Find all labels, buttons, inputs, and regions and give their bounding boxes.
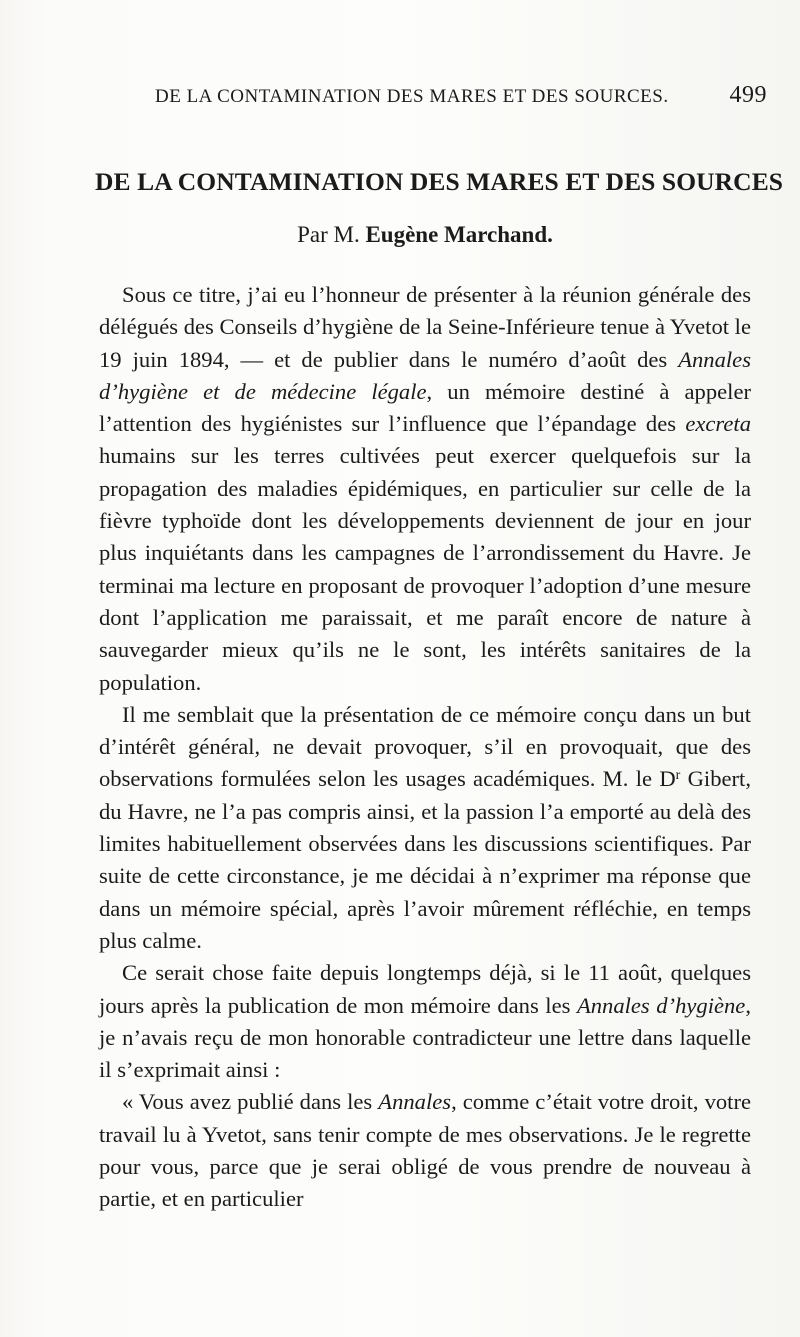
italic-run: excreta [685,411,751,437]
paragraph-2 [99,699,751,957]
italic-run: Annales d’hygiène [576,992,746,1018]
text-run: , je n’avais reçu de mon honorable contradicteur une lettre dans laquelle il s’exprimait ainsi : [99,992,751,1083]
article-body [99,279,751,1216]
italic-run: Annales [378,1089,452,1115]
running-head [155,82,767,116]
article-title: DE LA CONTAMINATION DES MARES ET DES SOURCES [95,167,784,196]
page-number: 499 [729,82,767,108]
paragraph-1 [99,279,751,699]
italic-run: Annales d’hygiène et de médecine légale [99,346,751,404]
running-head-title: DE LA CONTAMINATION DES MARES ET DES SOURCES. [155,86,669,107]
paragraph-3 [99,957,751,1086]
author-name: Eugène Marchand. [365,222,553,247]
byline-prefix: Par M. [297,222,360,247]
text-run: , comme c’était votre droit, votre travail lu à Yvetot, sans tenir compte de mes observations. Je le regrette pour vous, parce que je serai obligé de vous prendre de nouveau à partie, et en particulier [99,1089,752,1212]
paragraph-4 [99,1086,751,1215]
superscript: r [675,768,681,784]
text-run: Ce serait chose faite depuis longtemps déjà, si le 11 août, quelques jours après la publication de mon mémoire dans les [99,960,751,1018]
byline [100,222,750,248]
text-run: humains sur les terres cultivées peut exercer quelquefois sur la propagation des maladies épidémiques, en particulier sur celle de la fièvre typhoïde dont les développements deviennent de jour en jour plus inquiétants dans les campagnes de l’arrondissement du Havre. Je terminai ma lecture en proposant de provoquer l’adoption d’une mesure dont l’application me paraissait, et me paraît encore de nature à sauvegarder mieux qu’ils ne le sont, les intérêts sanitaires de la population. [99,443,751,695]
text-run: , un mémoire destiné à appeler l’attention des hygiénistes sur l’influence que l’épandage des [99,378,752,437]
text-run: Gibert, du Havre, ne l’a pas compris ainsi, et la passion l’a emporté au delà des limites habituellement observées dans les discussions scientifiques. Par suite de cette circonstance, je me décidai à n’exprimer ma réponse que dans un mémoire spécial, après l’avoir mûrement réfléchie, en temps plus calme. [99,766,751,953]
text-run: Sous ce titre, j’ai eu l’honneur de présenter à la réunion générale des délégués des Conseils d’hygiène de la Seine-Inférieure tenue à Yvetot le 19 juin 1894, — et de publier dans le numéro d’août des [99,282,751,372]
text-run: « Vous avez publié dans les [122,1089,379,1115]
text-run: Il me semblait que la présentation de ce mémoire conçu dans un but d’intérêt général, ne devait provoquer, s’il en provoquait, que des observations formulées selon les usages académiques. M. le D [99,701,751,792]
